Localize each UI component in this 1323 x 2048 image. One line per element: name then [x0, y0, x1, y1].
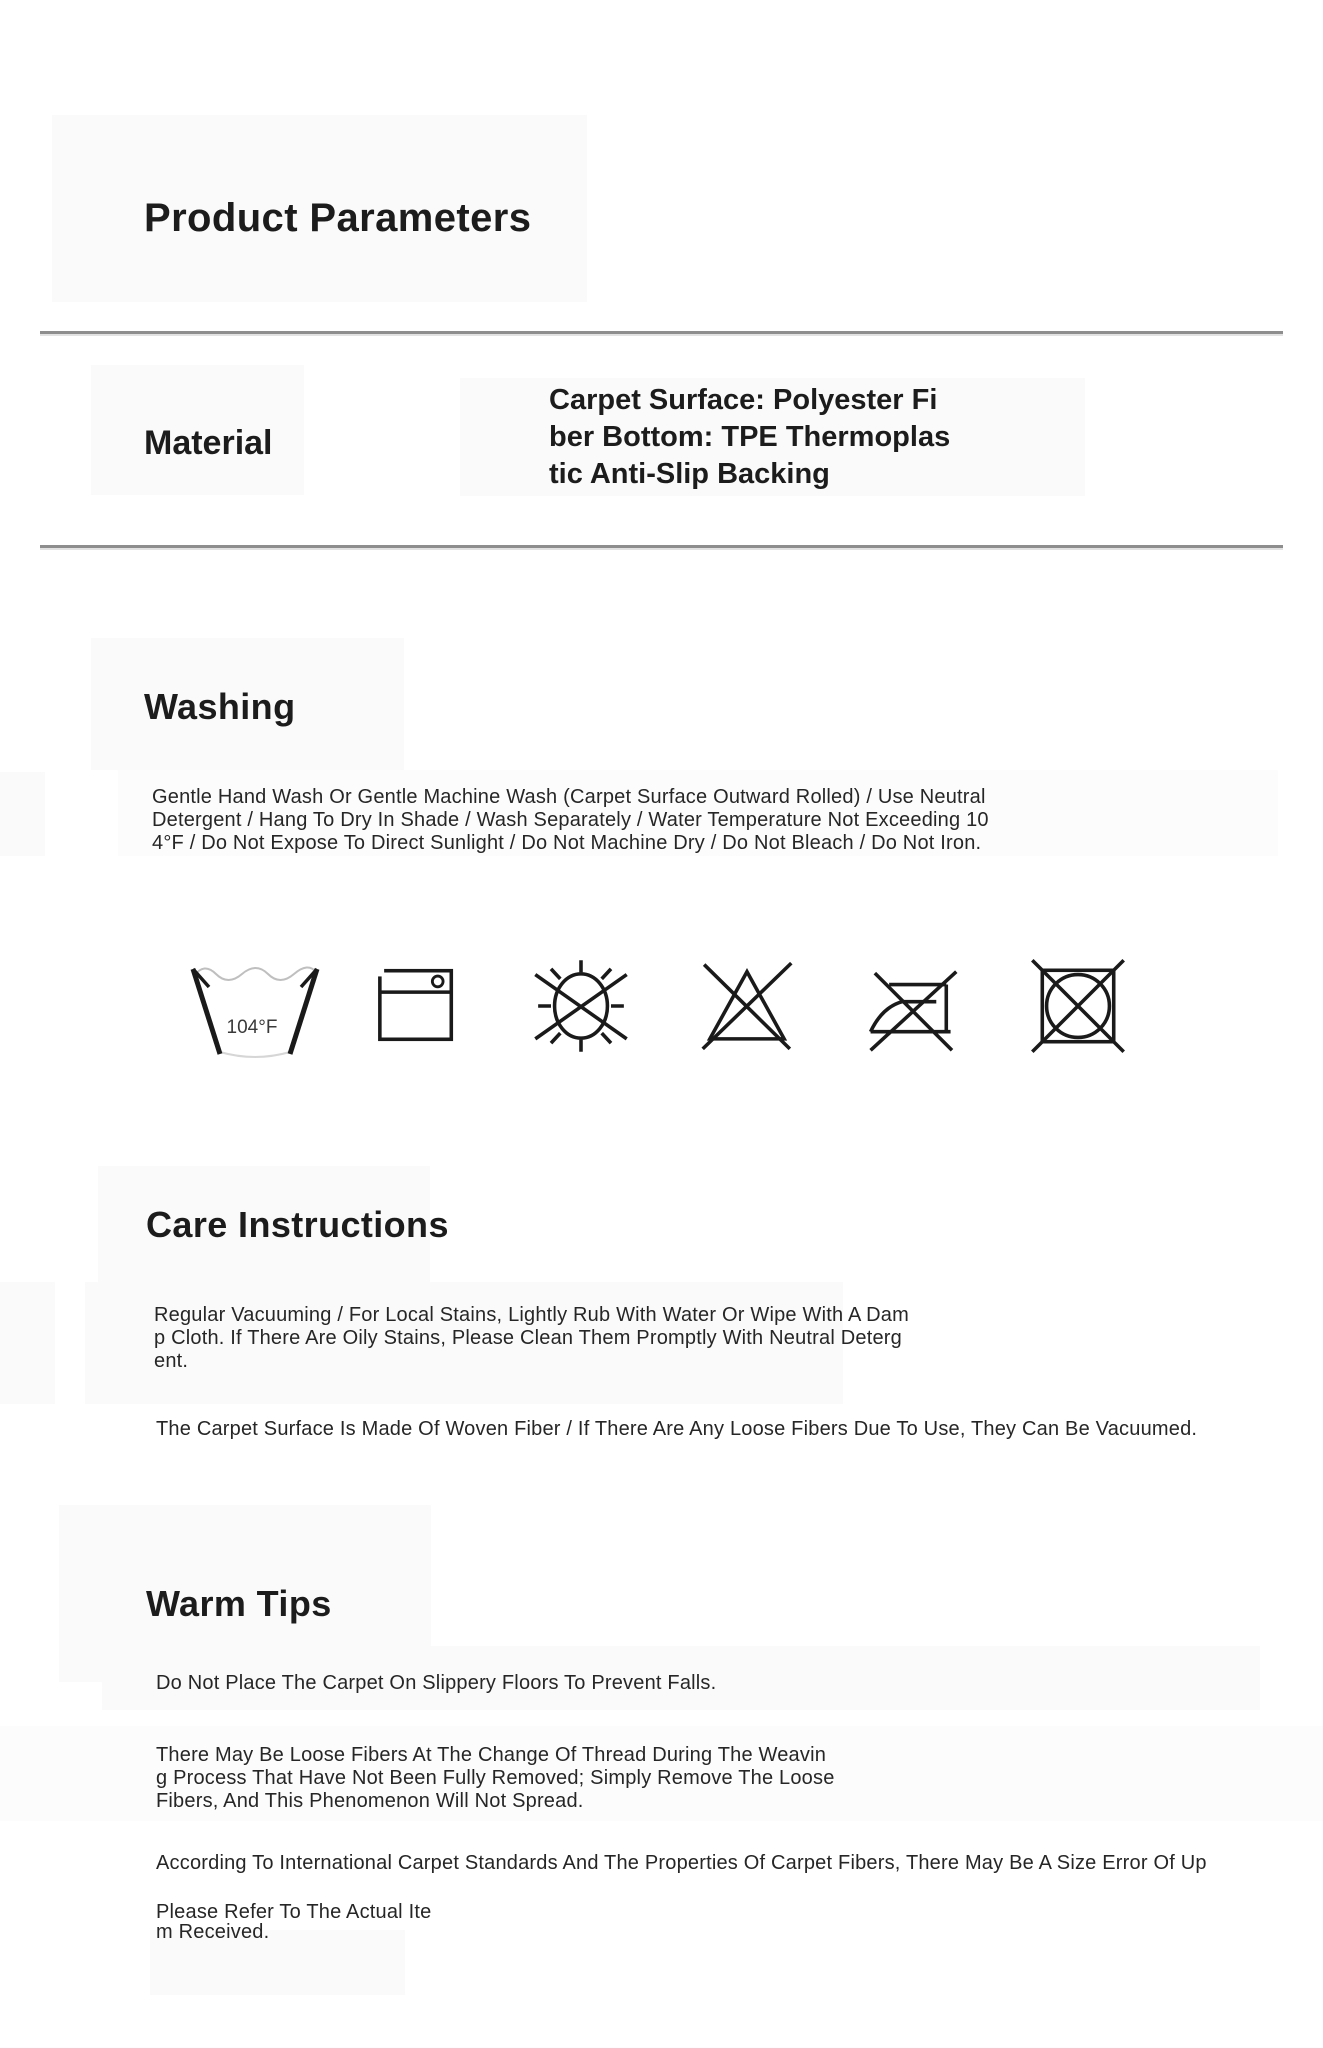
- tip-line: m Received.: [156, 1921, 270, 1943]
- hand-wash-basin-icon: [180, 952, 330, 1062]
- wash-temperature-label: 104°F: [226, 1017, 278, 1038]
- care-line: p Cloth. If There Are Oily Stains, Please Clean Them Promptly With Neutral Deterg: [154, 1327, 902, 1349]
- material-label: Material: [144, 424, 273, 462]
- tip-line: There May Be Loose Fibers At The Change Of Thread During The Weavin: [156, 1744, 827, 1766]
- do-not-sun-dry-icon: [531, 950, 631, 1062]
- material-value: [549, 382, 950, 493]
- tip-3: According To International Carpet Standards And The Properties Of Carpet Fibers, There May Be A Size Error Of Up: [156, 1852, 1207, 1874]
- do-not-bleach-icon: [697, 950, 797, 1062]
- material-value-line: Carpet Surface: Polyester Fi: [549, 384, 938, 416]
- washing-line: Gentle Hand Wash Or Gentle Machine Wash (Carpet Surface Outward Rolled) / Use Neutral: [152, 786, 986, 808]
- divider: [40, 331, 1283, 334]
- care-line: Regular Vacuuming / For Local Stains, Lightly Rub With Water Or Wipe With A Dam: [154, 1304, 909, 1326]
- decorative-block: [0, 1282, 55, 1404]
- material-value-line: tic Anti-Slip Backing: [549, 458, 830, 490]
- care-paragraph-2: The Carpet Surface Is Made Of Woven Fiber / If There Are Any Loose Fibers Due To Use, They Can Be Vacuumed.: [156, 1418, 1198, 1440]
- tip-line: g Process That Have Not Been Fully Removed; Simply Remove The Loose: [156, 1767, 835, 1789]
- washing-heading: Washing: [144, 686, 296, 727]
- tip-line: Fibers, And This Phenomenon Will Not Spread.: [156, 1790, 584, 1812]
- washing-line: Detergent / Hang To Dry In Shade / Wash Separately / Water Temperature Not Exceeding 10: [152, 809, 989, 831]
- tip-4: [156, 1902, 431, 1942]
- tip-2: [156, 1744, 835, 1813]
- washing-paragraph: [152, 786, 989, 855]
- machine-wash-icon: [367, 948, 467, 1062]
- do-not-iron-icon: [862, 950, 962, 1062]
- care-paragraph-1: [154, 1304, 909, 1373]
- decorative-block: [0, 772, 45, 856]
- page-title: Product Parameters: [144, 196, 532, 240]
- do-not-tumble-dry-icon: [1028, 950, 1128, 1062]
- tip-line: Please Refer To The Actual Ite: [156, 1901, 432, 1923]
- tip-1: Do Not Place The Carpet On Slippery Floors To Prevent Falls.: [156, 1672, 717, 1694]
- warm-tips-heading: Warm Tips: [146, 1583, 332, 1624]
- divider: [40, 545, 1283, 548]
- care-line: ent.: [154, 1350, 189, 1372]
- care-instructions-heading: Care Instructions: [146, 1204, 449, 1245]
- washing-line: 4°F / Do Not Expose To Direct Sunlight / Do Not Machine Dry / Do Not Bleach / Do Not Iron.: [152, 832, 982, 854]
- material-value-line: ber Bottom: TPE Thermoplas: [549, 421, 951, 453]
